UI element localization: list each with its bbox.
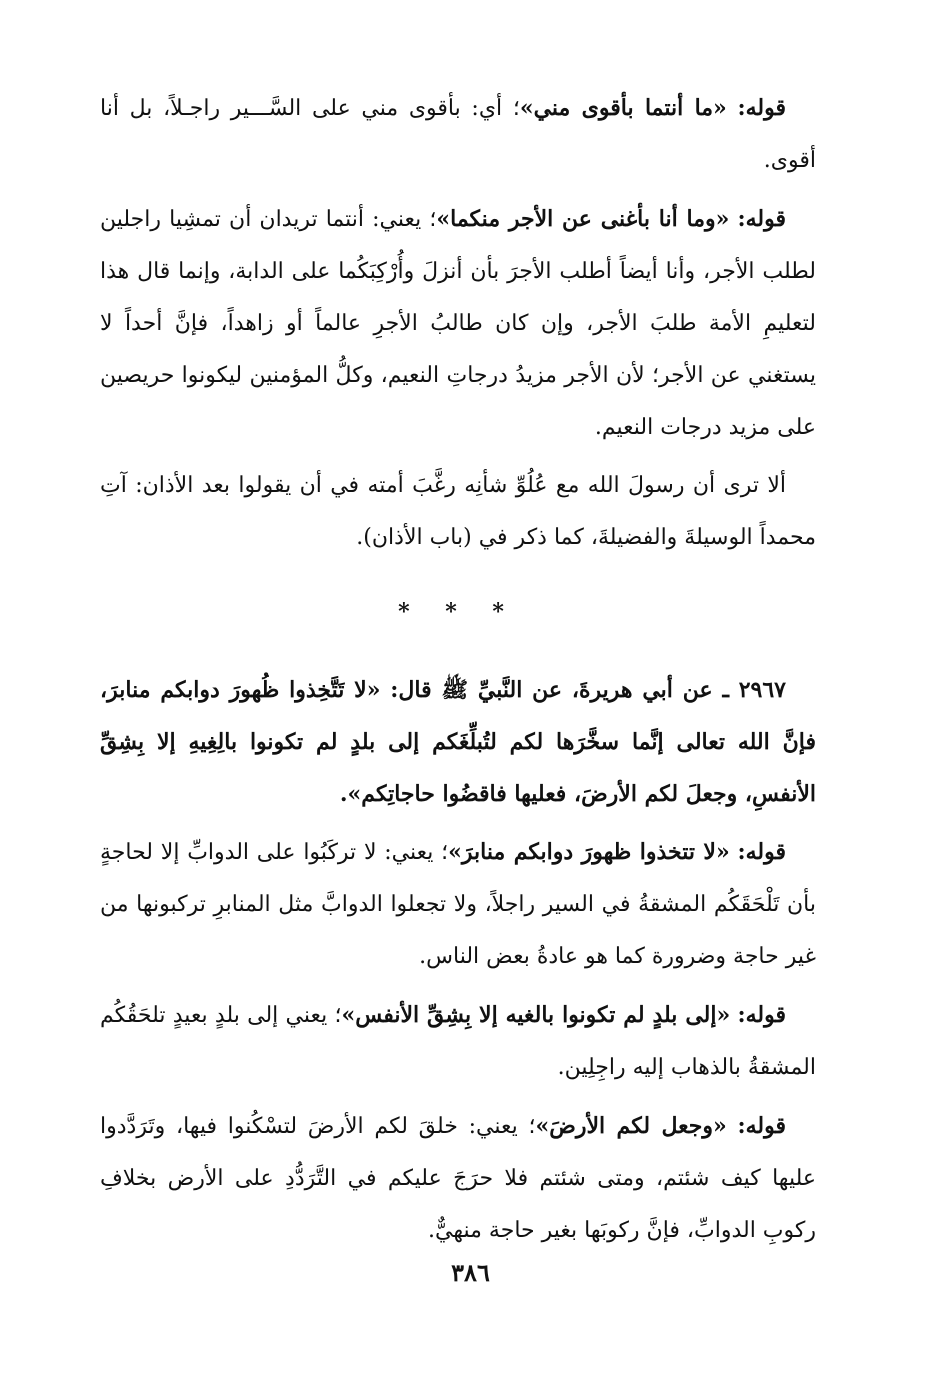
commentary-paragraph (100, 989, 816, 1094)
section-separator: * * * (398, 599, 518, 625)
paragraph-text: ألا ترى أن رسولَ الله مع عُلُوِّ شأنِه رغَّبَ أمته في أن يقولوا بعد الأذان: آتِ محمداً الوسيلةَ والفضيلةَ، كما ذكر في (باب الأذان). (100, 473, 816, 550)
commentary-paragraph (100, 826, 816, 983)
paragraph-text: ؛ يعني: لا تركَبُوا على الدوابِّ إلا لحاجةٍ بأن تَلْحَقَكُم المشقةُ في السير راجلاً، ولا تجعلوا الدوابَّ مثل المنابرِ تركبونها من غير حاجة وضرورة كما هو عادةُ بعض الناس. (100, 840, 816, 969)
commentary-paragraph (100, 460, 816, 564)
paragraph-text: ؛ أي: بأقوى مني على السَّـــير راجـلاً، بل أنا أقوى. (100, 96, 816, 173)
paragraph-text: ؛ يعني: خلقَ لكم الأرضَ لتسْكُنوا فيها، وتَرَدَّدوا عليها كيف شئتم، ومتى شئتم فلا حرَجَ عليكم في التَّرَدُّدِ على الأرض بخلافِ ركوبِ الدوابِّ، فإنَّ ركوبَها بغير حاجة منهيٌّ. (100, 1114, 816, 1243)
quoted-phrase: «ما أنتما بأقوى مني» (519, 95, 727, 121)
hadith-text: ٢٩٦٧ ـ عن أبي هريرةَ، عن النَّبيِّ ﷺ قال: «لا تَتَّخِذوا ظُهورَ دوابكم منابرَ، فإنَّ الله تعالى إنَّما سخَّرَها لكم لتُبلِّغَكم إلى بلدٍ لم تكونوا بالِغِيهِ إلا بِشِقِّ الأنفسِ، وجعلَ لكم الأرضَ، فعليها فاقضُوا حاجاتِكم». (100, 677, 816, 807)
hadith-paragraph (100, 664, 816, 820)
paragraph-lead: قوله: (737, 95, 786, 121)
commentary-paragraph (100, 1100, 816, 1257)
paragraph-lead: قوله: (737, 1002, 786, 1028)
page-body (100, 82, 816, 1263)
commentary-paragraph (100, 193, 816, 454)
quoted-phrase: «لا تتخذوا ظهورَ دوابكم منابرَ» (448, 839, 730, 865)
paragraph-lead: قوله: (737, 839, 787, 865)
commentary-paragraph (100, 82, 816, 187)
paragraph-lead: قوله: (737, 206, 787, 232)
page-number: ٣٨٦ (451, 1258, 490, 1287)
paragraph-lead: قوله: (737, 1113, 786, 1139)
paragraph-text: ؛ يعني: أنتما تريدان أن تمشِيا راجلين لطلب الأجر، وأنا أيضاً أطلب الأجرَ بأن أنزلَ وأُرْكِبَكُما على الدابة، وإنما قال هذا لتعليمِ الأمة طلبَ الأجر، وإن كان طالبُ الأجرِ عالماً أو زاهداً، فإنَّ أحداً لا يستغني عن الأجر؛ لأن الأجر مزيدُ درجاتِ النعيم، وكلُّ المؤمنين ليكونوا حريصين على مزيد درجات النعيم. (100, 207, 816, 440)
quoted-phrase: «إلى بلدٍ لم تكونوا بالغيه إلا بِشِقِّ الأنفس» (341, 1002, 731, 1028)
quoted-phrase: «وما أنا بأغنى عن الأجر منكما» (436, 206, 730, 232)
paragraph-text: ؛ يعني إلى بلدٍ بعيدٍ تلحَقُكُم المشقةُ بالذهاب إليه راجِلِين. (100, 1003, 816, 1080)
quoted-phrase: «وجعل لكم الأرضَ» (535, 1113, 727, 1139)
